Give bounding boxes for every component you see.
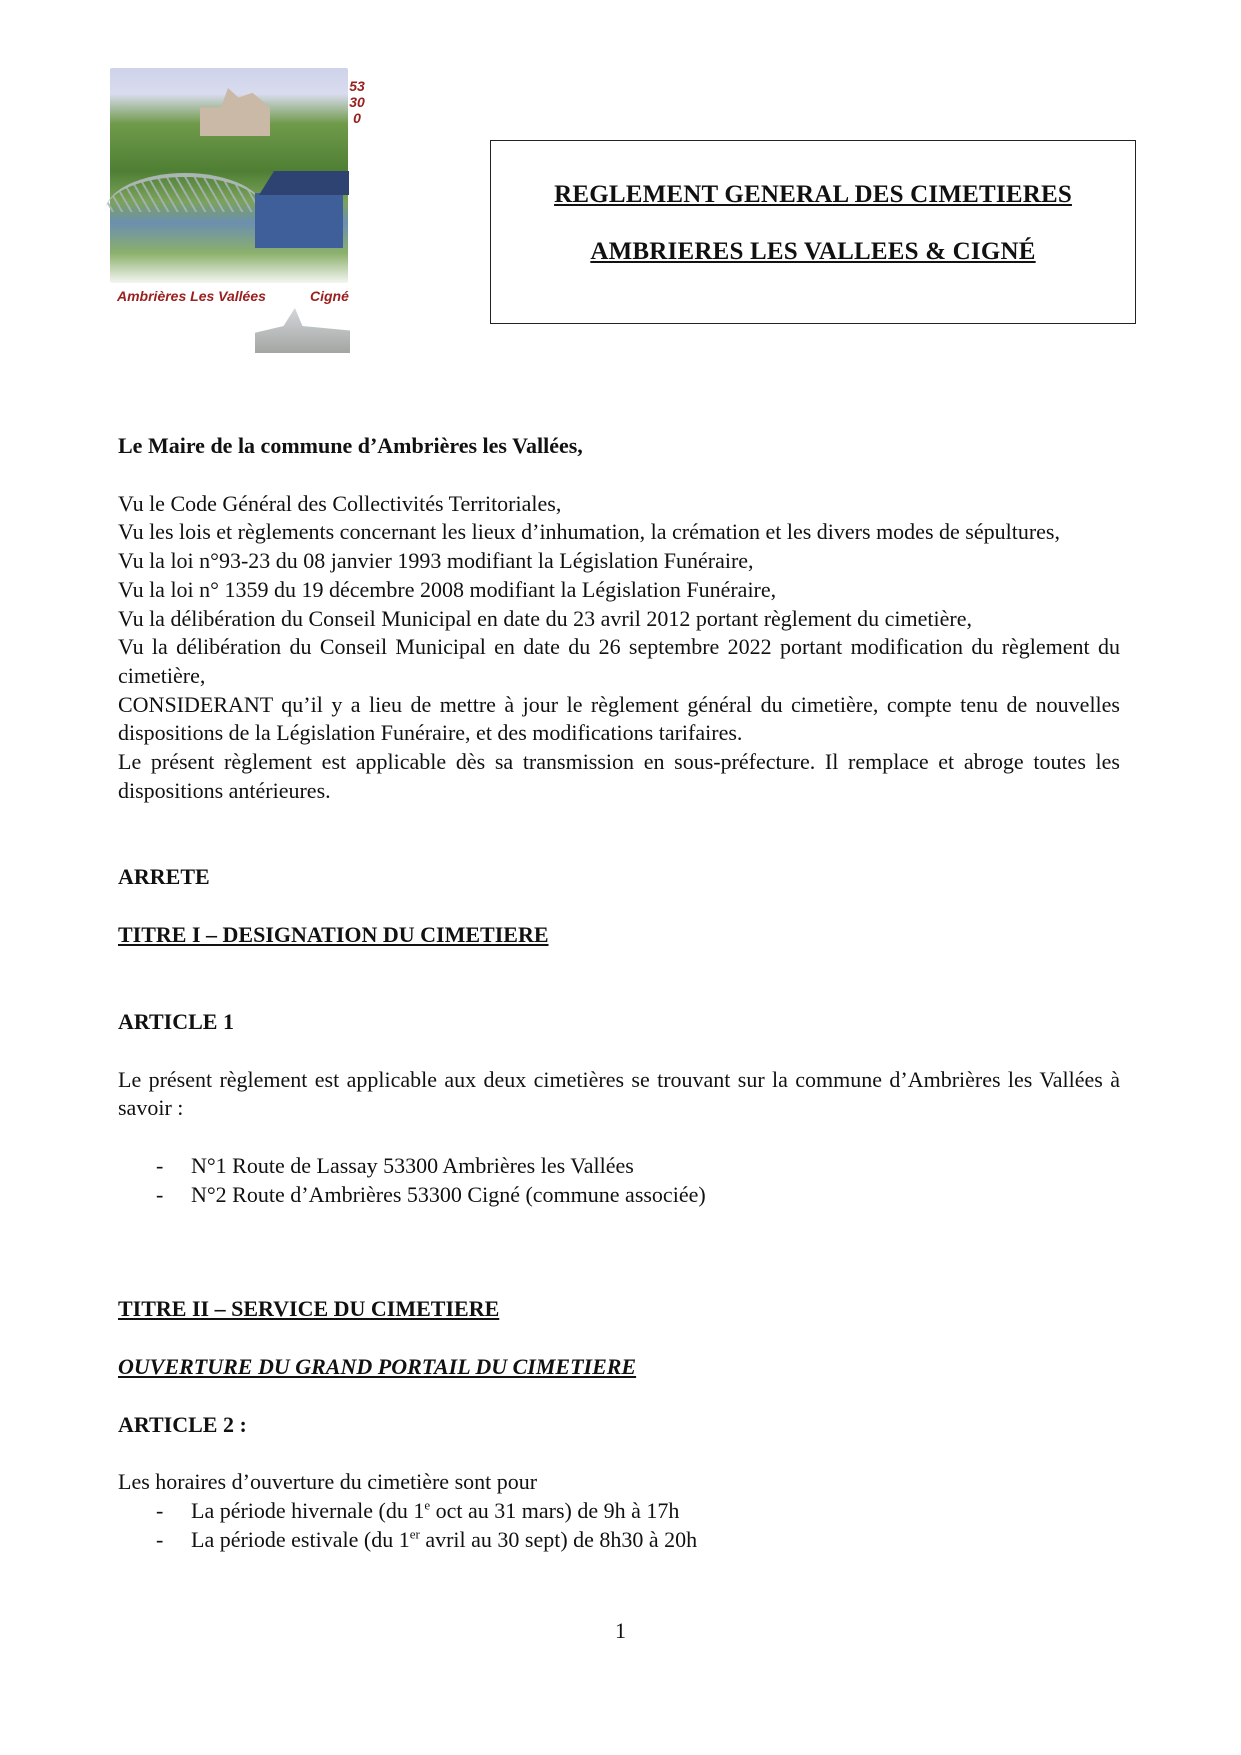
consideration-line: Vu la délibération du Conseil Municipal en date du 23 avril 2012 portant règlement du cimetière, bbox=[118, 605, 972, 631]
document-subtitle: AMBRIERES LES VALLEES & CIGNÉ bbox=[590, 238, 1036, 265]
preamble-considerations bbox=[118, 490, 1120, 806]
opening-hours-list bbox=[118, 1497, 1120, 1554]
address-text: N°2 Route d’Ambrières 53300 Cigné (commune associée) bbox=[191, 1181, 706, 1207]
address-text: N°1 Route de Lassay 53300 Ambrières les Vallées bbox=[191, 1152, 634, 1178]
titre-1-heading: TITRE I – DESIGNATION DU CIMETIERE bbox=[118, 922, 549, 948]
list-item bbox=[118, 1152, 1120, 1181]
consideration-line: CONSIDERANT qu’il y a lieu de mettre à jour le règlement général du cimetière, compte tenu de nouvelles dispositions de la Législation Funéraire, et des modifications tarifaires. bbox=[118, 691, 1120, 746]
preamble-heading: Le Maire de la commune d’Ambrières les Vallées, bbox=[118, 433, 583, 458]
hours-sup: e bbox=[424, 1497, 431, 1513]
cemetery-address-list bbox=[118, 1152, 1120, 1209]
arrete-heading: ARRETE bbox=[118, 864, 210, 890]
list-item bbox=[118, 1181, 1120, 1210]
document-title-box bbox=[490, 140, 1136, 324]
list-dash: - bbox=[156, 1498, 164, 1524]
consideration-line: Vu la délibération du Conseil Municipal en date du 26 septembre 2022 portant modification du règlement du cimetière, bbox=[118, 634, 1120, 688]
consideration-line: Le présent règlement est applicable dès sa transmission en sous-préfecture. Il remplace et abroge toutes les dispositions antérieures. bbox=[118, 749, 1120, 803]
document-title: REGLEMENT GENERAL DES CIMETIERES bbox=[554, 181, 1072, 208]
titre-2-heading: TITRE II – SERVICE DU CIMETIERE bbox=[118, 1296, 500, 1322]
list-dash: - bbox=[156, 1152, 164, 1178]
article-2-heading: ARTICLE 2 : bbox=[118, 1411, 247, 1437]
list-item bbox=[118, 1497, 1120, 1526]
consideration-line: Vu les lois et règlements concernant les lieux d’inhumation, la crémation et les divers modes de sépultures, bbox=[118, 519, 1060, 545]
portail-subheading: OUVERTURE DU GRAND PORTAIL DU CIMETIERE bbox=[118, 1354, 637, 1380]
article-1-heading: ARTICLE 1 bbox=[118, 1008, 234, 1034]
logo-zip-code: 53300 bbox=[349, 78, 365, 126]
church-illustration bbox=[255, 308, 350, 353]
hours-after: oct au 31 mars) de 9h à 17h bbox=[430, 1498, 680, 1524]
list-dash: - bbox=[156, 1181, 164, 1207]
page-number: 1 bbox=[615, 1618, 626, 1643]
hours-before: La période hivernale (du 1 bbox=[191, 1498, 425, 1524]
article-1-text: Le présent règlement est applicable aux deux cimetières se trouvant sur la commune d’Ambrières les Vallées à savoir : bbox=[118, 1066, 1120, 1121]
house-illustration bbox=[255, 193, 343, 248]
list-dash: - bbox=[156, 1526, 164, 1552]
list-item bbox=[118, 1526, 1120, 1555]
consideration-line: Vu la loi n°93-23 du 08 janvier 1993 modifiant la Législation Funéraire, bbox=[118, 548, 754, 574]
hours-after: avril au 30 sept) de 8h30 à 20h bbox=[419, 1526, 698, 1552]
consideration-line: Vu la loi n° 1359 du 19 décembre 2008 modifiant la Législation Funéraire, bbox=[118, 576, 777, 602]
consideration-line: Vu le Code Général des Collectivités Territoriales, bbox=[118, 490, 562, 516]
logo-caption-cigne: Cigné bbox=[310, 288, 349, 304]
document-body bbox=[118, 432, 1120, 1555]
hours-before: La période estivale (du 1 bbox=[191, 1526, 410, 1552]
logo-caption-ambrieres: Ambrières Les Vallées bbox=[117, 288, 266, 304]
article-2-text: Les horaires d’ouverture du cimetière sont pour bbox=[118, 1469, 538, 1495]
municipal-logo bbox=[105, 68, 370, 353]
hours-sup: er bbox=[409, 1526, 420, 1542]
